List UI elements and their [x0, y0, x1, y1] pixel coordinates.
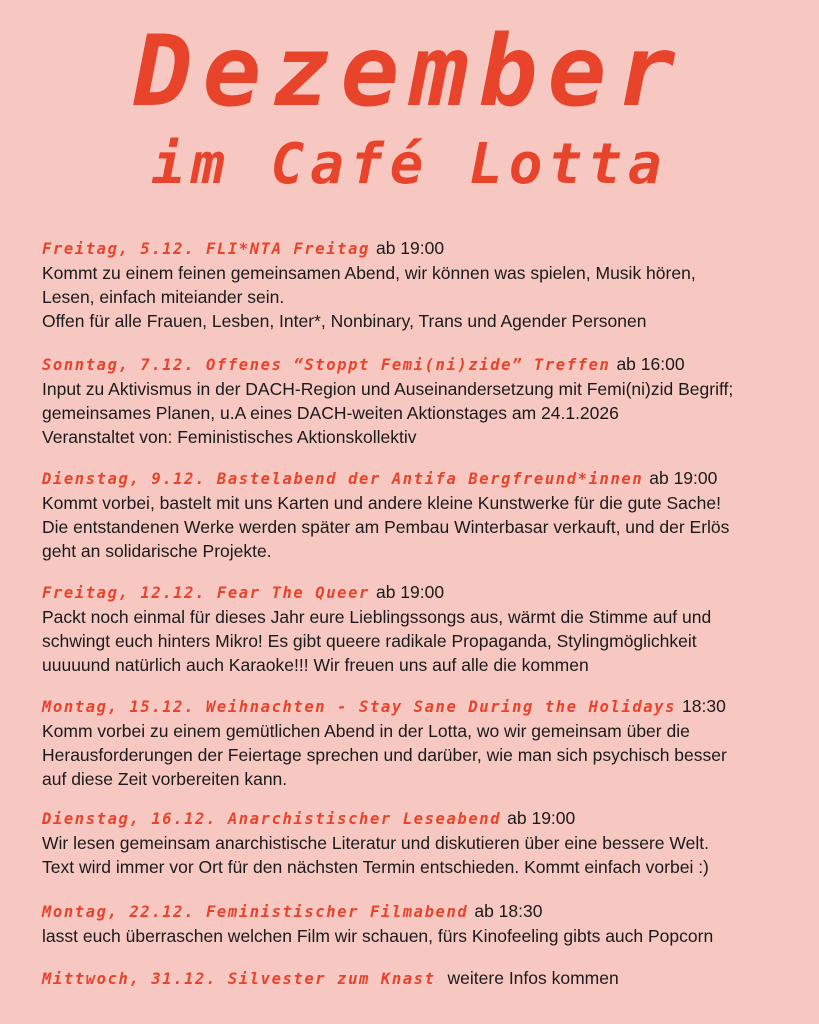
- event-time: 18:30: [682, 696, 726, 716]
- event-item: [42, 236, 802, 333]
- event-item: [42, 694, 802, 791]
- event-heading: [42, 806, 802, 831]
- event-item: [42, 966, 802, 991]
- event-title: Freitag, 12.12. Fear The Queer: [42, 584, 370, 602]
- page-subtitle: im Café Lotta: [151, 132, 668, 197]
- event-item: [42, 806, 802, 879]
- event-item: [42, 466, 802, 563]
- event-heading: [42, 966, 802, 991]
- page-title: Dezember: [133, 15, 686, 129]
- event-description-line: uuuuund natürlich auch Karaoke!!! Wir freuen uns auf alle die kommen: [42, 655, 589, 675]
- event-time: ab 19:00: [649, 468, 718, 488]
- event-item: [42, 580, 802, 677]
- event-title: Dienstag, 9.12. Bastelabend der Antifa Bergfreund*innen: [42, 470, 644, 488]
- event-title: Montag, 15.12. Weihnachten - Stay Sane During the Holidays: [42, 698, 677, 716]
- event-description-line: Wir lesen gemeinsam anarchistische Literatur und diskutieren über eine bessere Welt.: [42, 833, 709, 853]
- event-description-line: Offen für alle Frauen, Lesben, Inter*, Nonbinary, Trans und Agender Personen: [42, 311, 647, 331]
- event-time: ab 19:00: [507, 808, 576, 828]
- event-heading: [42, 236, 802, 261]
- event-title: Montag, 22.12. Feministischer Filmabend: [42, 903, 469, 921]
- event-description-line: Veranstaltet von: Feministisches Aktionskollektiv: [42, 427, 417, 447]
- event-description-line: Die entstandenen Werke werden später am Pembau Winterbasar verkauft, und der Erlös: [42, 517, 730, 537]
- event-heading: [42, 352, 802, 377]
- event-heading: [42, 694, 802, 719]
- event-description-line: Kommt vorbei, bastelt mit uns Karten und andere kleine Kunstwerke für die gute Sache!: [42, 493, 721, 513]
- event-description-line: Herausforderungen der Feiertage sprechen und darüber, wie man sich psychisch besser: [42, 745, 727, 765]
- event-time: ab 19:00: [375, 582, 445, 602]
- event-description-line: gemeinsames Planen, u.A eines DACH-weiten Aktionstages am 24.1.2026: [42, 403, 619, 423]
- event-title: Freitag, 5.12. FLI*NTA Freitag: [42, 240, 370, 258]
- event-title: Mittwoch, 31.12. Silvester zum Knast: [42, 970, 436, 988]
- event-time: ab 19:00: [375, 238, 445, 258]
- event-description-line: Packt noch einmal für dieses Jahr eure Lieblingssongs aus, wärmt die Stimme auf und: [42, 607, 712, 627]
- event-title: Sonntag, 7.12. Offenes “Stoppt Femi(ni)zide” Treffen: [42, 356, 611, 374]
- event-description-line: lasst euch überraschen welchen Film wir schauen, fürs Kinofeeling gibts auch Popcorn: [42, 926, 714, 946]
- event-description-line: schwingt euch hinters Mikro! Es gibt queere radikale Propaganda, Stylingmöglichkeit: [42, 631, 697, 651]
- event-item: [42, 352, 802, 449]
- event-time: weitere Infos kommen: [447, 968, 619, 988]
- event-description-line: Komm vorbei zu einem gemütlichen Abend in der Lotta, wo wir gemeinsam über die: [42, 721, 690, 741]
- event-description-line: auf diese Zeit vorbereiten kann.: [42, 769, 288, 789]
- event-item: [42, 899, 802, 948]
- event-heading: [42, 580, 802, 605]
- event-description-line: geht an solidarische Projekte.: [42, 541, 272, 561]
- event-heading: [42, 466, 802, 491]
- event-description-line: Lesen, einfach miteiander sein.: [42, 287, 285, 307]
- event-description-line: Kommt zu einem feinen gemeinsamen Abend, wir können was spielen, Musik hören,: [42, 263, 696, 283]
- event-time: ab 18:30: [474, 901, 543, 921]
- event-description-line: Text wird immer vor Ort für den nächsten Termin entschieden. Kommt einfach vorbei :): [42, 857, 709, 877]
- event-time: ab 16:00: [616, 354, 685, 374]
- event-title: Dienstag, 16.12. Anarchistischer Leseabend: [42, 810, 502, 828]
- event-heading: [42, 899, 802, 924]
- event-description-line: Input zu Aktivismus in der DACH-Region und Auseinandersetzung mit Femi(ni)zid Begriff;: [42, 379, 734, 399]
